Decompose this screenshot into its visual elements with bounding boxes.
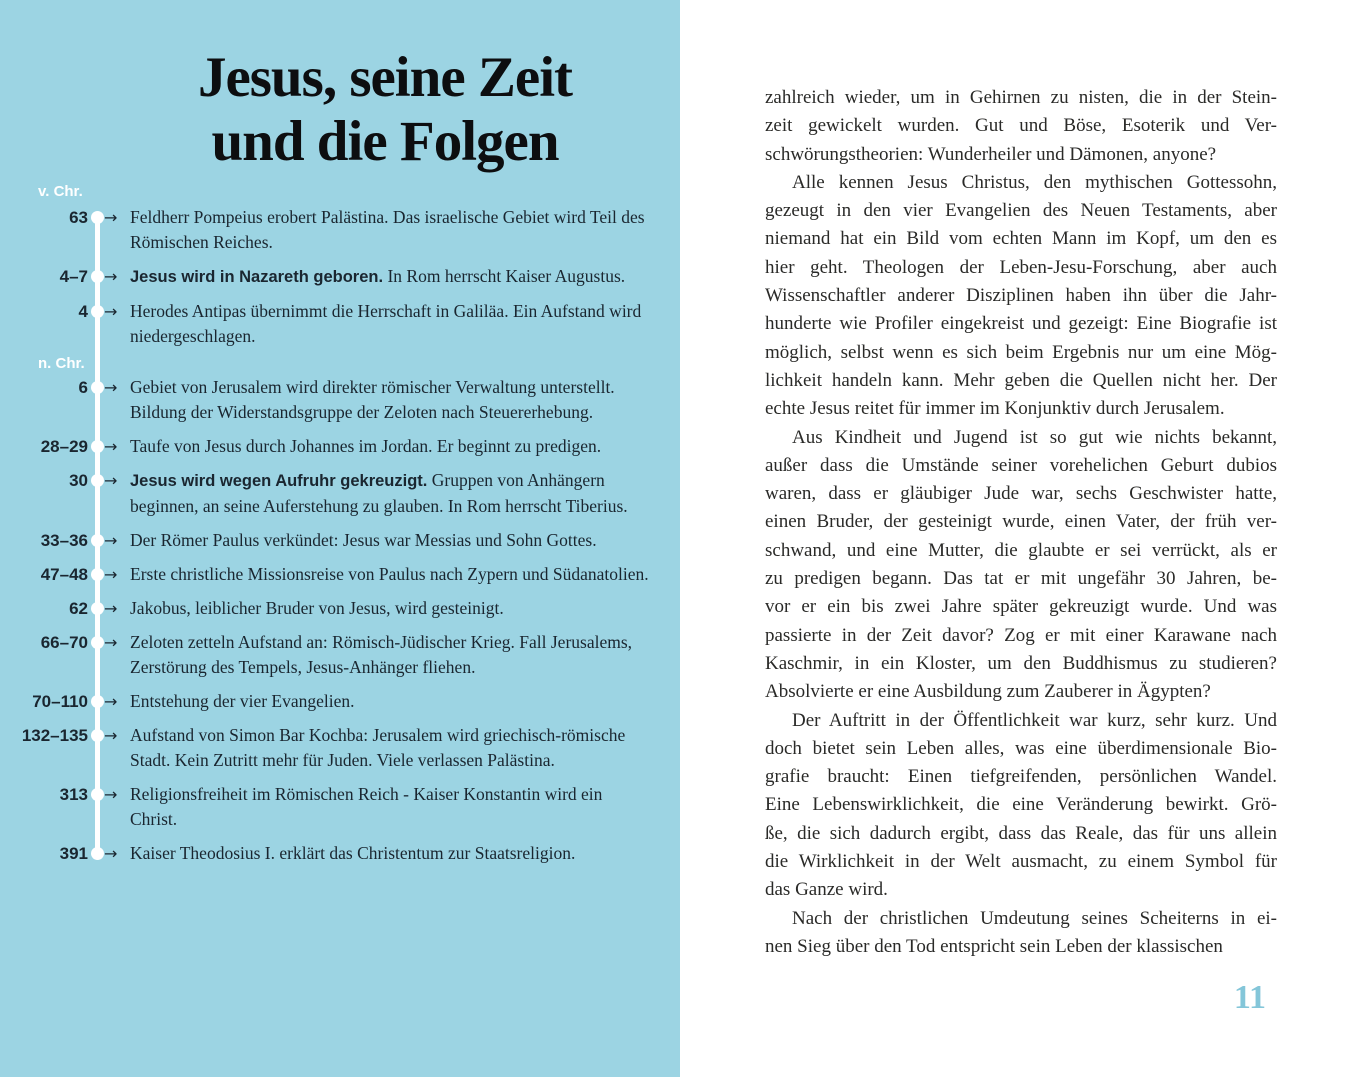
timeline-event-highlight: Jesus wird in Nazareth geboren. (130, 268, 384, 286)
timeline-event-text: Jesus wird wegen Aufruhr gekreuzigt. Gruppen von Anhängern beginnen, an seine Auferstehung zu glauben. In Rom herrscht Tiberius. (130, 470, 628, 516)
timeline-date: 132–135 (21, 726, 88, 745)
page-number: 11 (1233, 979, 1266, 1016)
page-title (110, 46, 660, 174)
arrow-icon: → (104, 844, 118, 863)
timeline-entry (0, 782, 652, 832)
text-line: vor er ein bis zwei Jahre später gekreuzigt wurde. Und was (765, 596, 1277, 618)
timeline-event-text: Gebiet von Jerusalem wird direkter römischer Verwaltung unterstellt. Bildung der Widerstandsgruppe der Zeloten nach Steuererhebung. (130, 377, 615, 422)
text-line: waren, dass er gläubiger Jude war, sechs Geschwister hatte, (765, 483, 1277, 505)
timeline-date: 4 (78, 302, 88, 321)
timeline-date: 313 (59, 785, 88, 804)
timeline-event-text: Religionsfreiheit im Römischen Reich - Kaiser Konstantin wird ein Christ. (130, 784, 603, 829)
text-line: lichkeit handeln kann. Mehr geben die Quellen nicht her. Der (765, 369, 1277, 391)
timeline-date: 70–110 (32, 692, 88, 711)
timeline-entry (0, 689, 652, 714)
arrow-icon: → (104, 378, 118, 397)
timeline-entry (0, 299, 652, 349)
timeline-event-text: Aufstand von Simon Bar Kochba: Jerusalem wird griechisch-römische Stadt. Kein Zutritt mehr für Juden. Viele verlassen Palästina. (130, 725, 626, 770)
text-line: hunderte wie Profiler eingekreist und gezeigt: Eine Biografie ist (765, 313, 1277, 335)
timeline-date: 391 (59, 844, 88, 863)
timeline-entry (0, 723, 652, 773)
page-title-line1: Jesus, seine Zeit (197, 46, 573, 109)
text-line: Nach der christlichen Umdeutung seines Scheiterns in ei- (792, 907, 1277, 929)
text-line: Absolvierte er eine Ausbildung zum Zauberer in Ägypten? (765, 681, 1211, 703)
text-line: grafie braucht: Einen tiefgreifenden, persönlichen Wandel. (765, 766, 1277, 788)
text-line: möglich, selbst wenn es sich beim Ergebnis nur um eine Mög- (765, 341, 1277, 363)
era-label-v-chr: v. Chr. (38, 183, 83, 200)
paragraph (765, 424, 1277, 707)
timeline-entry (0, 841, 652, 866)
timeline-entry (0, 562, 652, 587)
timeline-entry (0, 434, 652, 459)
text-line: Wissenschaftler anderer Disziplinen haben ihn über die Jahr- (765, 285, 1277, 307)
body-text (765, 84, 1277, 961)
timeline-entry (0, 630, 652, 680)
text-line: zahlreich wieder, um in Gehirnen zu nisten, die in der Stein- (765, 87, 1277, 108)
text-line: einen Bruder, der gesteinigt wurde, einen Vater, der früh ver- (765, 511, 1277, 533)
arrow-icon: → (104, 471, 118, 490)
arrow-icon: → (104, 565, 118, 584)
paragraph (765, 707, 1277, 905)
timeline-date: 33–36 (40, 531, 88, 550)
paragraph (765, 905, 1277, 962)
text-line: Kaschmir, in ein Kloster, um den Buddhismus zu studieren? (765, 652, 1277, 674)
timeline-date: 28–29 (40, 437, 88, 456)
text-line: schwörungstheorien: Wunderheiler und Dämonen, anyone? (765, 143, 1217, 165)
timeline-event-text: Jesus wird in Nazareth geboren. In Rom herrscht Kaiser Augustus. (130, 266, 626, 286)
arrow-icon: → (104, 785, 118, 804)
timeline-event-text: Jakobus, leiblicher Bruder von Jesus, wird gesteinigt. (130, 598, 504, 618)
timeline-entry (0, 468, 652, 519)
text-line: doch bietet sein Leben alles, was eine überdimensionale Bio- (765, 737, 1277, 759)
timeline-event-text: Feldherr Pompeius erobert Palästina. Das israelische Gebiet wird Teil des Römischen Reiches. (130, 207, 645, 252)
timeline-date: 30 (69, 471, 88, 490)
arrow-icon: → (104, 726, 118, 745)
text-line: schwand, und eine Mutter, die glaubte er sei verrückt, als er (765, 539, 1277, 561)
arrow-icon: → (104, 302, 118, 321)
arrow-icon: → (104, 633, 118, 652)
text-line: gezeugt in den vier Evangelien des Neuen Testaments, aber (765, 200, 1277, 222)
arrow-icon: → (104, 267, 118, 286)
timeline-date: 47–48 (40, 565, 88, 584)
text-line: außer dass die Umstände seiner vorehelichen Geburt dubios (765, 454, 1277, 476)
arrow-icon: → (104, 531, 118, 550)
text-line: Der Auftritt in der Öffentlichkeit war kurz, sehr kurz. Und (792, 709, 1277, 731)
text-line: Aus Kindheit und Jugend ist so gut wie nichts bekannt, (792, 426, 1277, 448)
timeline-entries (0, 205, 680, 866)
era-label-n-chr: n. Chr. (38, 355, 85, 372)
text-line: passierte in der Zeit davor? Zog er mit einer Karawane nach (765, 624, 1277, 646)
timeline-date: 6 (78, 378, 88, 397)
timeline-entry (0, 205, 652, 255)
text-line: Alle kennen Jesus Christus, den mythischen Gottessohn, (792, 171, 1277, 193)
timeline-event-text: Der Römer Paulus verkündet: Jesus war Messias und Sohn Gottes. (130, 530, 597, 550)
text-line: nen Sieg über den Tod entspricht sein Leben der klassischen (765, 935, 1223, 957)
timeline-entry (0, 264, 652, 290)
timeline-date: 63 (69, 208, 88, 227)
text-line: das Ganze wird. (765, 879, 888, 901)
text-line: niemand hat ein Bild vom echten Mann im Kopf, um den es (765, 228, 1277, 250)
text-line: zeit gewickelt wurden. Gut und Böse, Esoterik und Ver- (765, 115, 1277, 137)
text-line: Eine Lebenswirklichkeit, die eine Veränderung bewirkt. Grö- (765, 794, 1277, 816)
arrow-icon: → (104, 208, 118, 227)
timeline-entry (0, 528, 652, 553)
timeline-event-text: Kaiser Theodosius I. erklärt das Christentum zur Staatsreligion. (130, 843, 576, 863)
timeline-event-text: Zeloten zetteln Aufstand an: Römisch-Jüdischer Krieg. Fall Jerusalems, Zerstörung des Tempels, Jesus-Anhänger fliehen. (130, 632, 633, 677)
timeline-event-highlight: Jesus wird wegen Aufruhr gekreuzigt. (130, 472, 428, 490)
timeline-entry (0, 375, 652, 425)
timeline-date: 4–7 (59, 267, 88, 286)
text-line: ße, die sich dadurch ergibt, dass das Reale, das für uns allein (765, 822, 1277, 844)
timeline-event-text: Herodes Antipas übernimmt die Herrschaft in Galiläa. Ein Aufstand wird niedergeschlagen. (130, 301, 642, 346)
arrow-icon: → (104, 437, 118, 456)
timeline-date: 66–70 (40, 633, 88, 652)
page-title-line2: und die Folgen (211, 110, 559, 173)
paragraph (765, 84, 1277, 169)
right-page (680, 0, 1360, 1077)
text-line: echte Jesus reitet für immer im Konjunktiv durch Jerusalem. (765, 398, 1225, 420)
timeline-event-text: Taufe von Jesus durch Johannes im Jordan. Er beginnt zu predigen. (130, 436, 602, 456)
text-line: die Wirklichkeit in der Welt ausmacht, zu einem Symbol für (765, 851, 1277, 873)
arrow-icon: → (104, 599, 118, 618)
timeline (0, 184, 680, 866)
arrow-icon: → (104, 692, 118, 711)
timeline-date: 62 (69, 599, 88, 618)
timeline-event-text: Erste christliche Missionsreise von Paulus nach Zypern und Südanatolien. (130, 564, 649, 584)
timeline-entry (0, 596, 652, 621)
text-line: hier geht. Theologen der Leben-Jesu-Forschung, aber auch (765, 256, 1277, 278)
timeline-event-text: Entstehung der vier Evangelien. (130, 691, 355, 711)
paragraph (765, 169, 1277, 424)
text-line: zu predigen begann. Das tat er mit ungefähr 30 Jahren, be- (765, 568, 1277, 590)
